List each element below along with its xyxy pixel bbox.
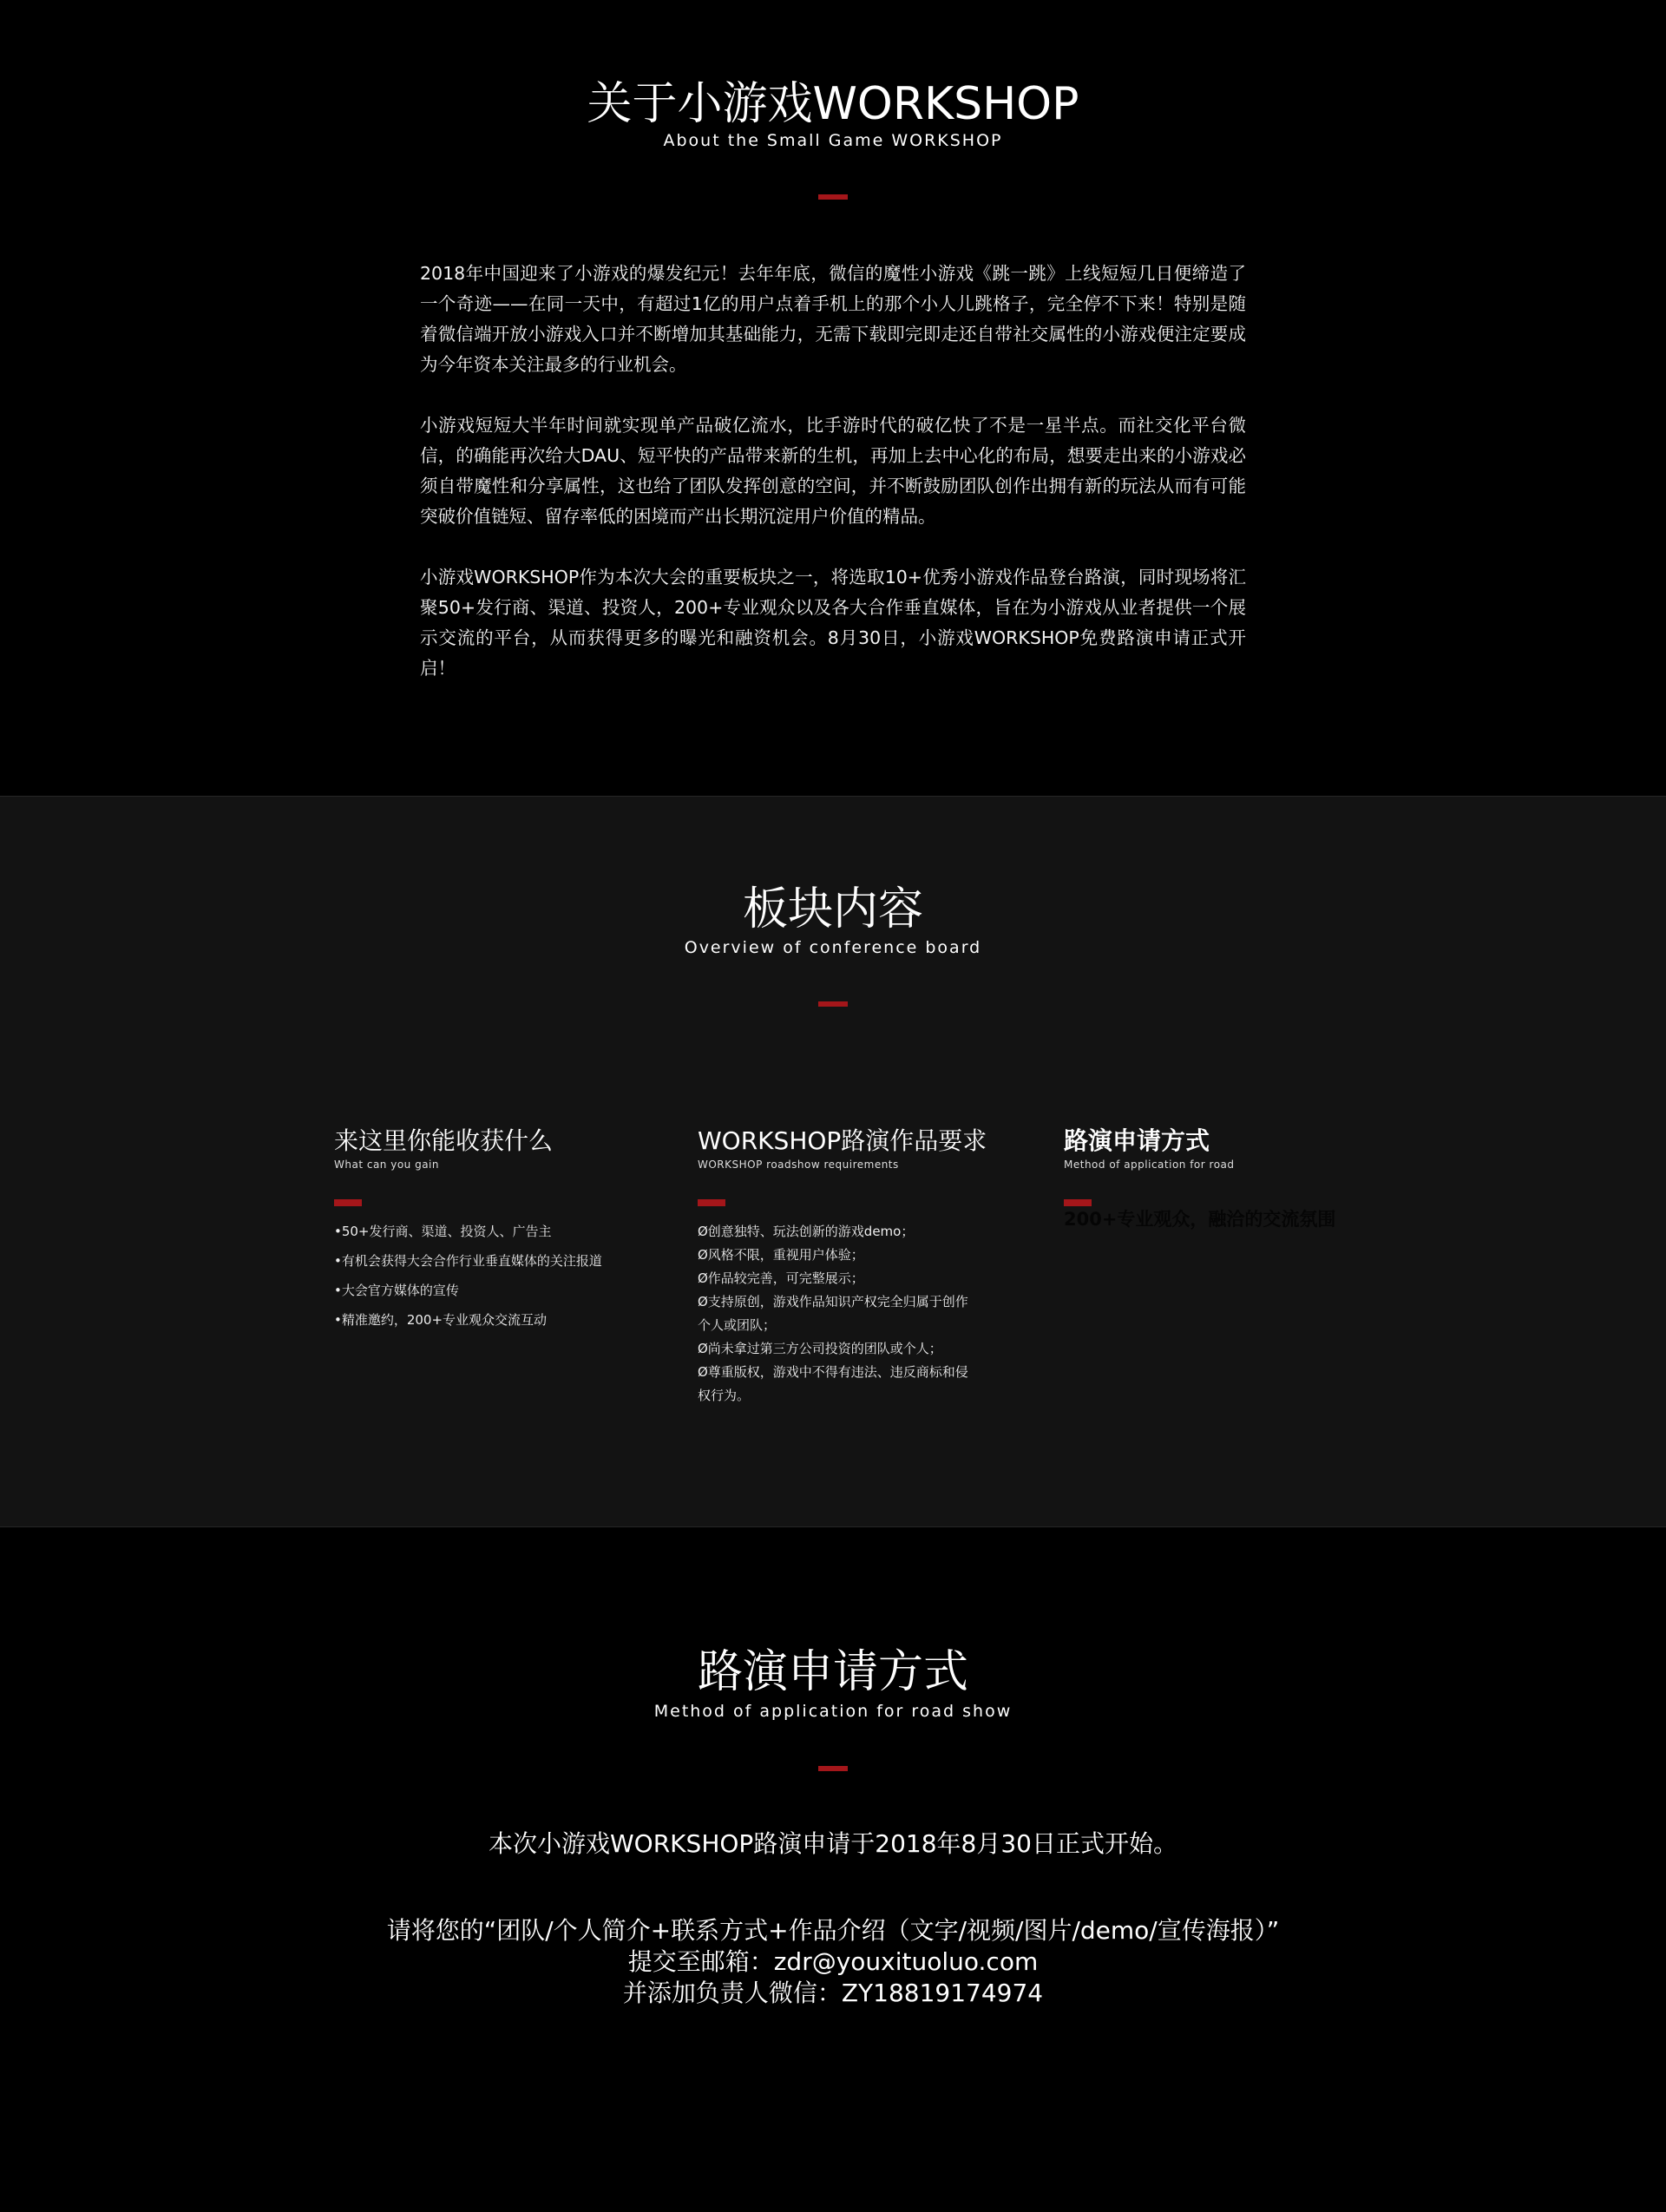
list-item: Ø作品较完善，可完整展示；: [698, 1270, 864, 1286]
apply-materials: 请将您的“团队/个人简介+联系方式+作品介绍（文字/视频/图片/demo/宣传海报）”: [386, 1916, 1280, 1945]
application-title: 路演申请方式: [1064, 1126, 1210, 1155]
gain-list: [334, 1220, 612, 1331]
apply-start-date: 本次小游戏WORKSHOP路演申请于2018年8月30日正式开始。: [489, 1829, 1177, 1858]
apply-details: [0, 1828, 1666, 2009]
about-paragraph: 小游戏短短大半年时间就实现单产品破亿流水，比手游时代的破亿快了不是一星半点。而社交化平台微信，的确能再次给大DAU、短平快的产品带来新的生机，再加上去中心化的布局，想要走出来的小游戏必须自带魔性和分享属性，这也给了团队发挥创意的空间，并不断鼓励团队创作出拥有新的玩法从而有可能突破价值链短、留存率低的困境而产出长期沉淀用户价值的精品。: [420, 415, 1246, 527]
about-paragraph: 小游戏WORKSHOP作为本次大会的重要板块之一，将选取10+优秀小游戏作品登台路演，同时现场将汇聚50+发行商、渠道、投资人，200+专业观众以及各大合作垂直媒体，旨在为小游戏从业者提供一个展示交流的平台，从而获得更多的曝光和融资机会。8月30日，小游戏WORKSHOP免费路演申请正式开启！: [420, 567, 1246, 679]
application-divider: [1064, 1199, 1092, 1206]
list-item: Ø创意独特、玩法创新的游戏demo；: [698, 1224, 915, 1239]
requirements-subtitle: WORKSHOP roadshow requirements: [698, 1159, 899, 1171]
apply-email[interactable]: 提交至邮箱：zdr@youxituoluo.com: [627, 1947, 1039, 1976]
gain-divider: [334, 1199, 362, 1206]
board-title: 板块内容: [742, 883, 923, 935]
list-item: •大会官方媒体的宣传: [334, 1283, 459, 1298]
about-divider: [818, 194, 848, 200]
application-column: [1064, 1126, 1359, 1231]
list-item: •精准邀约，200+专业观众交流互动: [334, 1312, 548, 1328]
about-paragraph: 2018年中国迎来了小游戏的爆发纪元！去年年底，微信的魔性小游戏《跳一跳》上线短短几日便缔造了一个奇迹——在同一天中，有超过1亿的用户点着手机上的那个小人儿跳格子，完全停不下来！特别是随着微信端开放小游戏入口并不断增加其基础能力，无需下载即完即走还自带社交属性的小游戏便注定要成为今年资本关注最多的行业机会。: [420, 263, 1246, 375]
apply-subtitle: Method of application for road show: [653, 1702, 1013, 1721]
gain-column: [334, 1126, 612, 1338]
list-item: Ø尊重版权，游戏中不得有违法、违反商标和侵权行为。: [698, 1364, 968, 1403]
apply-wechat: 并添加负责人微信：ZY18819174974: [622, 1979, 1044, 2007]
apply-section: [0, 1527, 1666, 2212]
gain-subtitle: What can you gain: [334, 1159, 439, 1171]
requirements-title: WORKSHOP路演作品要求: [698, 1126, 987, 1155]
gain-title: 来这里你能收获什么: [334, 1126, 554, 1155]
list-item: •50+发行商、渠道、投资人、广告主: [334, 1224, 552, 1239]
about-title: 关于小游戏WORKSHOP: [587, 78, 1079, 130]
apply-title: 路演申请方式: [697, 1646, 968, 1698]
application-note: 200+专业观众，融洽的交流氛围: [1064, 1209, 1336, 1230]
requirements-divider: [698, 1199, 725, 1206]
about-subtitle: About the Small Game WORKSHOP: [663, 131, 1003, 150]
list-item: Ø风格不限，重视用户体验；: [698, 1247, 864, 1263]
list-item: •有机会获得大会合作行业垂直媒体的关注报道: [334, 1253, 602, 1269]
apply-divider: [818, 1766, 848, 1771]
requirements-list: [698, 1220, 975, 1408]
list-item: Ø尚未拿过第三方公司投资的团队或个人；: [698, 1341, 942, 1356]
about-section: [0, 0, 1666, 796]
about-body: [420, 259, 1246, 714]
requirements-column: [698, 1126, 987, 1408]
board-section: [0, 796, 1666, 1527]
list-item: Ø支持原创，游戏作品知识产权完全归属于创作个人或团队；: [698, 1294, 968, 1333]
board-divider: [818, 1001, 848, 1007]
board-subtitle: Overview of conference board: [684, 938, 982, 957]
application-subtitle: Method of application for road: [1064, 1159, 1235, 1171]
